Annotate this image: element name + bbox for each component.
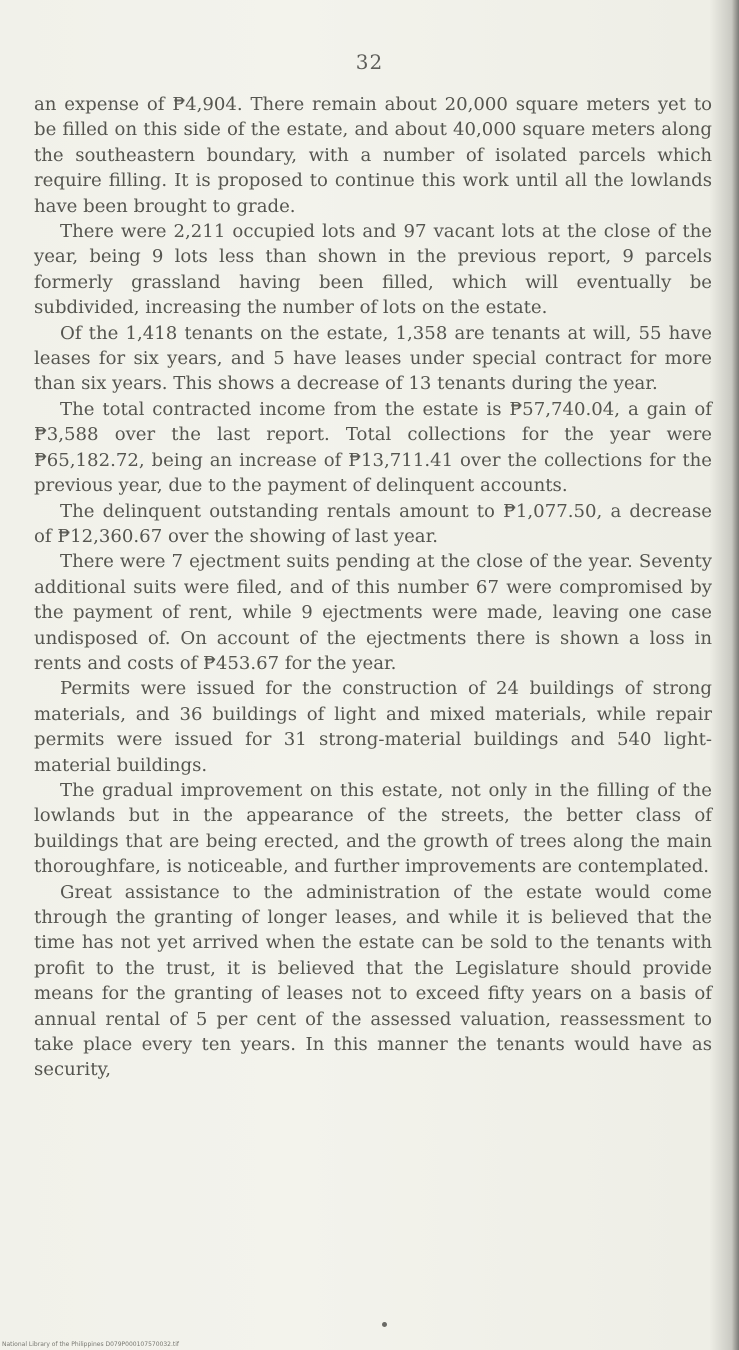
paragraph-income: The total contracted income from the estate is ₱57,740.04, a gain of ₱3,588 over the last report. Total collections for the year were ₱65,182.72, being an increase of ₱13,711.41 over the collections for the previous year, due to the payment of delinquent accounts. [34, 398, 712, 497]
scan-footer: National Library of the Philippines D079P000107570032.tif [2, 1341, 180, 1348]
body-text [34, 92, 712, 1083]
paragraph-delinquent-rentals: The delinquent outstanding rentals amount to ₱1,077.50, a decrease of ₱12,360.67 over the showing of last year. [34, 500, 712, 547]
paragraph-ejectments: There were 7 ejectment suits pending at the close of the year. Seventy additional suits were filed, and of this number 67 were compromised by the payment of rent, while 9 ejectments were made, leaving one case undisposed of. On account of the ejectments there is shown a loss in rents and costs of ₱453.67 for the year. [34, 551, 712, 674]
paragraph-leases: Great assistance to the administration of the estate would come through the granting of longer leases, and while it is believed that the time has not yet arrived when the estate can be sold to the tenants with profit to the trust, it is believed that the Legislature should provide means for the granting of leases not to exceed fifty years on a basis of annual rental of 5 per cent of the assessed valuation, reassessment to take place every ten years. In this manner the tenants would have as security, [34, 881, 712, 1081]
paragraph-filling-continuation: an expense of ₱4,904. There remain about 20,000 square meters yet to be filled on this side of the estate, and about 40,000 square meters along the southeastern boundary, with a number of isolated parcels which require filling. It is proposed to continue this work until all the lowlands have been brought to grade. [34, 94, 712, 217]
bottom-dot-mark [382, 1322, 387, 1327]
paragraph-tenants: Of the 1,418 tenants on the estate, 1,358 are tenants at will, 55 have leases for six years, and 5 have leases under special contract for more than six years. This shows a decrease of 13 tenants during the year. [34, 322, 712, 395]
page-number: 32 [355, 50, 384, 74]
paragraph-lots: There were 2,211 occupied lots and 97 vacant lots at the close of the year, being 9 lots less than shown in the previous report, 9 parcels formerly grassland having been filled, which will eventually be subdivided, increasing the number of lots on the estate. [34, 221, 712, 319]
paragraph-improvements: The gradual improvement on this estate, not only in the filling of the lowlands but in the appearance of the streets, the better class of buildings that are being erected, and the growth of trees along the main thoroughfare, is noticeable, and further improvements are contemplated. [34, 779, 712, 878]
paragraph-permits: Permits were issued for the construction of 24 buildings of strong materials, and 36 buildings of light and mixed materials, while repair permits were issued for 31 strong-material buildings and 540 light-material buildings. [34, 678, 712, 776]
